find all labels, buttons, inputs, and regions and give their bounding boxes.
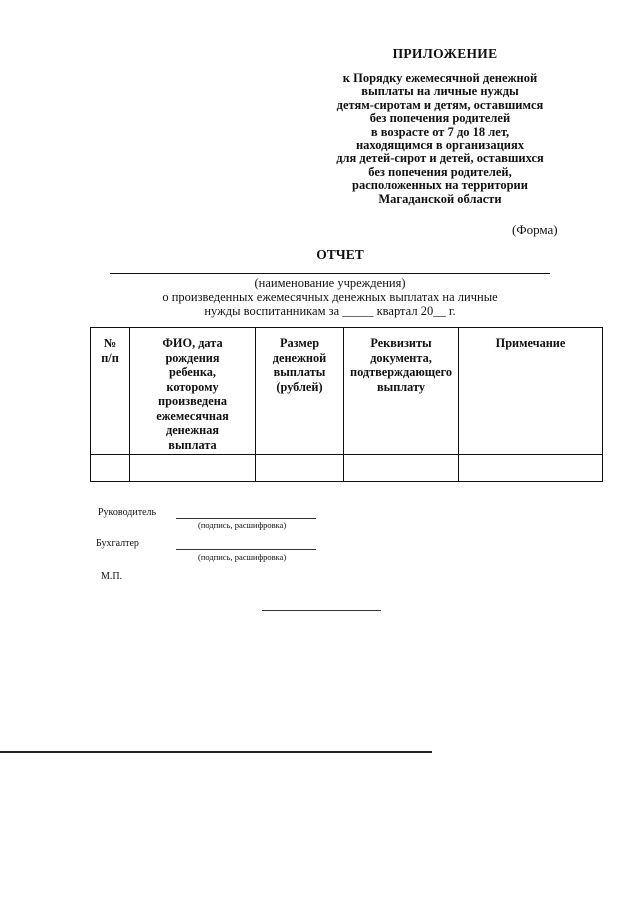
appendix-line: расположенных на территории: [352, 178, 528, 193]
appendix-line: для детей-сирот и детей, оставшихся: [336, 151, 544, 166]
column-header-label: произведена: [158, 394, 227, 408]
institution-caption: (наименование учреждения): [254, 276, 406, 290]
appendix-title: ПРИЛОЖЕНИЕ: [392, 46, 498, 61]
column-header-label: рождения: [165, 350, 220, 365]
report-table: [90, 327, 603, 482]
column-header-label: денежной: [272, 350, 327, 365]
appendix-line: без попечения родителей,: [368, 164, 512, 179]
institution-name-line: [110, 273, 550, 274]
report-description: [110, 290, 550, 318]
appendix-line: детям-сиротам и детям, оставшимся: [336, 97, 544, 112]
table-header-row: [91, 328, 603, 455]
column-header-number: [91, 328, 130, 455]
accountant-signature-line[interactable]: [176, 549, 316, 550]
column-header-amount: [256, 328, 344, 455]
appendix-line: Магаданской области: [378, 191, 502, 206]
table-cell[interactable]: [344, 455, 459, 482]
column-header-label: Размер: [279, 336, 320, 350]
appendix-line: в возрасте от 7 до 18 лет,: [370, 124, 510, 139]
table-cell[interactable]: [91, 455, 130, 482]
column-header-label: №: [103, 336, 117, 350]
separator-line: [262, 610, 381, 611]
column-header-label: (рублей): [276, 379, 323, 394]
column-header-label: денежная: [165, 423, 220, 437]
accountant-signature-label: Бухгалтер: [96, 538, 139, 549]
head-signature-label: Руководитель: [98, 507, 157, 518]
report-description-line: о произведенных ежемесячных денежных выплатах на личные: [162, 290, 498, 304]
table-cell[interactable]: [256, 455, 344, 482]
appendix-subtitle: [300, 72, 580, 206]
column-header-label: п/п: [101, 350, 119, 365]
column-header-label: Реквизиты: [370, 336, 432, 350]
column-header-label: выплату: [376, 379, 426, 394]
appendix-line: выплаты на личные нужды: [361, 84, 519, 99]
head-signature-caption: (подпись, расшифровка): [198, 520, 287, 530]
report-title: ОТЧЕТ: [316, 247, 364, 262]
column-header-label: ФИО, дата: [162, 336, 223, 350]
column-header-label: Примечание: [495, 336, 566, 350]
column-header-name: [130, 328, 256, 455]
page-bottom-rule: [0, 751, 432, 753]
table-cell[interactable]: [459, 455, 603, 482]
column-header-label: выплата: [168, 437, 217, 452]
column-header-document: [344, 328, 459, 455]
accountant-signature-caption: (подпись, расшифровка): [198, 552, 287, 562]
column-header-label: ежемесячная: [156, 408, 229, 423]
head-signature-line[interactable]: [176, 518, 316, 519]
form-label: (Форма): [512, 222, 558, 237]
appendix-line: к Порядку ежемесячной денежной: [342, 71, 538, 85]
seal-label: М.П.: [101, 571, 123, 582]
column-header-label: которому: [166, 379, 219, 394]
appendix-line: без попечения родителей: [369, 111, 511, 126]
column-header-label: выплаты: [273, 365, 326, 379]
report-description-line: нужды воспитанникам за _____ квартал 20__ г.: [204, 304, 456, 318]
appendix-line: находящимся в организациях: [355, 138, 524, 153]
column-header-label: подтверждающего: [349, 365, 453, 379]
table-row: [91, 455, 603, 482]
column-header-note: [459, 328, 603, 455]
column-header-label: документа,: [370, 350, 432, 365]
column-header-label: ребенка,: [169, 365, 216, 379]
table-cell[interactable]: [130, 455, 256, 482]
